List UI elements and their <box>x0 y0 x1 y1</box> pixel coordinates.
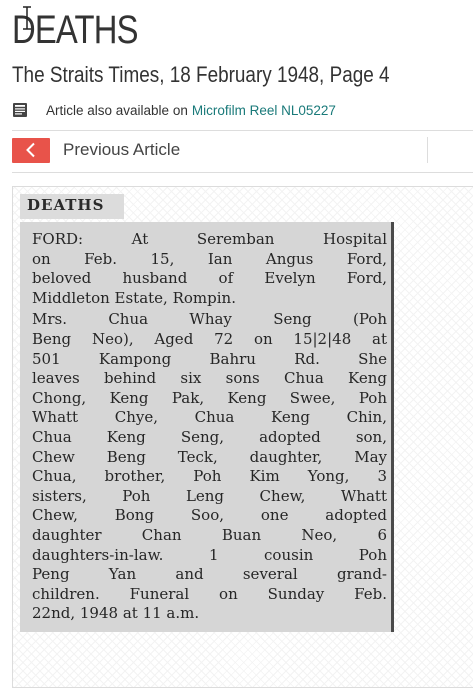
clipping-line: beloved husband of Evelyn Ford, <box>32 269 387 288</box>
previous-article-nav[interactable] <box>12 137 180 163</box>
clipping-line: Beng Neo), Aged 72 on 15|2|48 at <box>32 329 387 348</box>
clipping-paragraph-2 <box>32 310 387 624</box>
clipping-line: daughters-in-law. 1 cousin Poh <box>32 545 387 564</box>
text-cursor-icon <box>20 6 34 30</box>
clipping-line: sisters, Poh Leng Chew, Whatt <box>32 486 387 505</box>
clipping-line: Chew, Bong Soo, one adopted <box>32 506 387 525</box>
clipping-line: Middleton Estate, Rompin. <box>32 288 236 307</box>
clipping-line: 22nd, 1948 at 11 a.m. <box>32 604 200 623</box>
article-source: The Straits Times, 18 February 1948, Page 4 <box>12 62 390 87</box>
clipping-line: Chong, Keng Pak, Keng Swee, Poh <box>32 388 387 407</box>
clipping-line: Chua Keng Seng, adopted son, <box>32 427 387 446</box>
clipping-paragraph-1 <box>32 230 387 308</box>
chevron-left-icon <box>25 142 37 158</box>
clipping-line: daughter Chan Buan Neo, 6 <box>32 525 387 544</box>
clipping-line: children. Funeral on Sunday Feb. <box>32 584 387 603</box>
clipping-line: on Feb. 15, Ian Angus Ford, <box>32 249 387 268</box>
clipping-line: Chew Beng Teck, daughter, May <box>32 447 387 466</box>
clipping-heading: DEATHS <box>20 194 124 219</box>
divider <box>12 130 473 131</box>
divider <box>12 172 473 173</box>
microfilm-text: Article also available on <box>46 102 188 118</box>
clipping-line: Mrs. Chua Whay Seng (Poh <box>32 310 387 329</box>
previous-article-label[interactable]: Previous Article <box>63 140 181 159</box>
microfilm-info <box>12 100 336 120</box>
clipping-line: Chua, brother, Poh Kim Yong, 3 <box>32 467 387 486</box>
microfilm-reel-link[interactable]: Microfilm Reel NL05227 <box>191 102 336 118</box>
page-title: DEATHS <box>12 8 138 52</box>
document-icon <box>12 102 28 118</box>
clipping-line: Peng Yan and several grand- <box>32 565 387 584</box>
clipping-line: 501 Kampong Bahru Rd. She <box>32 349 387 368</box>
clipping-text <box>20 222 394 632</box>
previous-article-button[interactable] <box>12 138 50 163</box>
clipping-line: Whatt Chye, Chua Keng Chin, <box>32 408 387 427</box>
nav-separator <box>427 137 428 163</box>
clipping-line: leaves behind six sons Chua Keng <box>32 369 387 388</box>
clipping-line: FORD: At Seremban Hospital <box>32 230 387 248</box>
